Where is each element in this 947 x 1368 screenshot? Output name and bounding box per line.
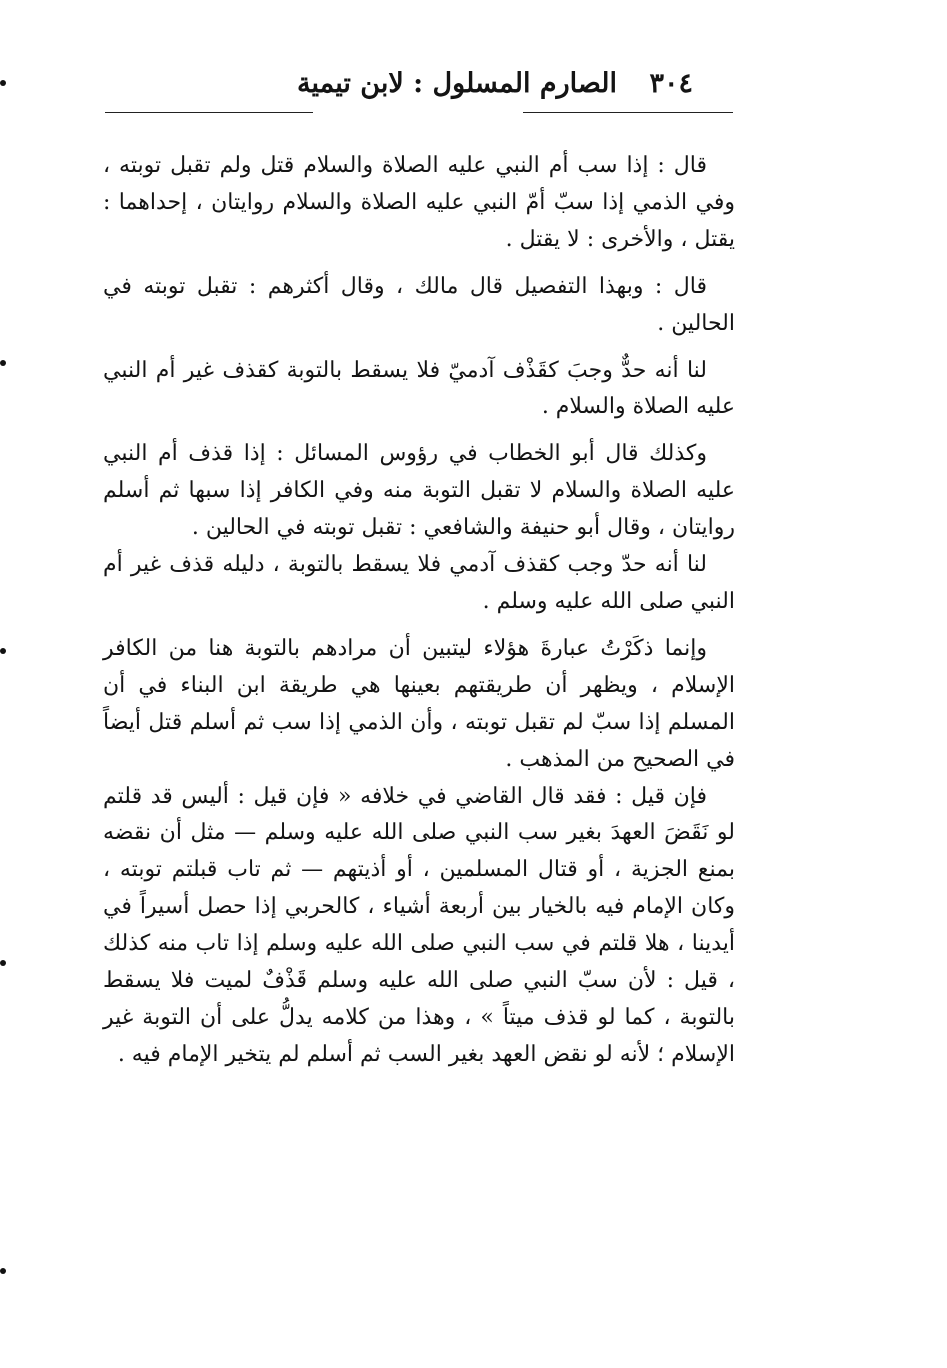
header-rule-left <box>105 112 313 113</box>
paragraph-4-text: وكذلك قال أبو الخطاب في رؤوس المسائل : إذا قذف أم النبي عليه الصلاة والسلام لا تقبل التوبة منه وفي الكافر إذا سبها ثم أسلم روايتان ، وقال أبو حنيفة والشافعي : تقبل توبته في الحالين . <box>103 441 735 541</box>
body-text <box>103 148 735 1074</box>
margin-mark <box>0 648 6 654</box>
paragraph-3 <box>103 353 735 427</box>
paragraph-1 <box>103 148 735 259</box>
header-rule-right <box>523 112 733 113</box>
paragraph-7 <box>103 779 735 1074</box>
paragraph-7-text: فإن قيل : فقد قال القاضي في خلافه « فإن قيل : أليس قد قلتم لو نَقَضَ العهدَ بغير سب النبي صلى الله عليه وسلم — مثل أن نقضه بمنع الجزية ، أو قتال المسلمين ، أو أذيتهم — ثم تاب قبلتم توبته ، وكان الإمام فيه بالخيار بين أربعة أشياء ، كالحربي إذا حصل أسيراً في أيدينا ، هلا قلتم في سب النبي صلى الله عليه وسلم إذا تاب منه كذلك ، قيل : لأن سبّ النبي صلى الله عليه وسلم قَذْفٌ لميت فلا يسقط بالتوبة ، كما لو قذف ميتاً » ، وهذا من كلامه يدلُّ على أن التوبة غير الإسلام ؛ لأنه لو نقض العهد بغير السب ثم أسلم لم يتخير الإمام فيه . <box>103 783 735 1067</box>
running-title: الصارم المسلول : لابن تيمية <box>297 68 617 99</box>
margin-mark <box>0 1268 6 1274</box>
page-header <box>105 60 733 108</box>
margin-mark <box>0 80 6 86</box>
paragraph-2-text: قال : وبهذا التفصيل قال مالك ، وقال أكثرهم : تقبل توبته في الحالين . <box>103 273 735 336</box>
paragraph-3-text: لنا أنه حدٌّ وجبَ كقَذْف آدميّ فلا يسقط بالتوبة كقذف غير أم النبي عليه الصلاة والسلام . <box>103 357 735 420</box>
page-number: ٣٠٤ <box>649 68 693 99</box>
paragraph-5-text: لنا أنه حدّ وجب كقذف آدمي فلا يسقط بالتوبة ، دليله قذف غير أم النبي صلى الله عليه وسلم . <box>103 552 735 614</box>
paragraph-6 <box>103 631 735 779</box>
paragraph-2 <box>103 269 735 343</box>
paragraph-5 <box>103 547 735 621</box>
paragraph-4 <box>103 436 735 547</box>
margin-mark <box>0 360 6 366</box>
margin-mark <box>0 960 6 966</box>
paragraph-6-text: وإنما ذكَرْتُ عبارةَ هؤلاء ليتبين أن مرادهم بالتوبة هنا من الكافر الإسلام ، ويظهر أن طريقتهم بعينها هي طريقة ابن البناء في أن المسلم إذا سبّ لم تقبل توبته ، وأن الذمي إذا سب ثم أسلم قتل أيضاً في الصحيح من المذهب . <box>103 635 735 772</box>
paragraph-1-text: قال : إذا سب أم النبي عليه الصلاة والسلام قتل ولم تقبل توبته ، وفي الذمي إذا سبّ أمّ النبي عليه الصلاة والسلام روايتان ، إحداهما : يقتل ، والأخرى : لا يقتل . <box>103 153 735 252</box>
